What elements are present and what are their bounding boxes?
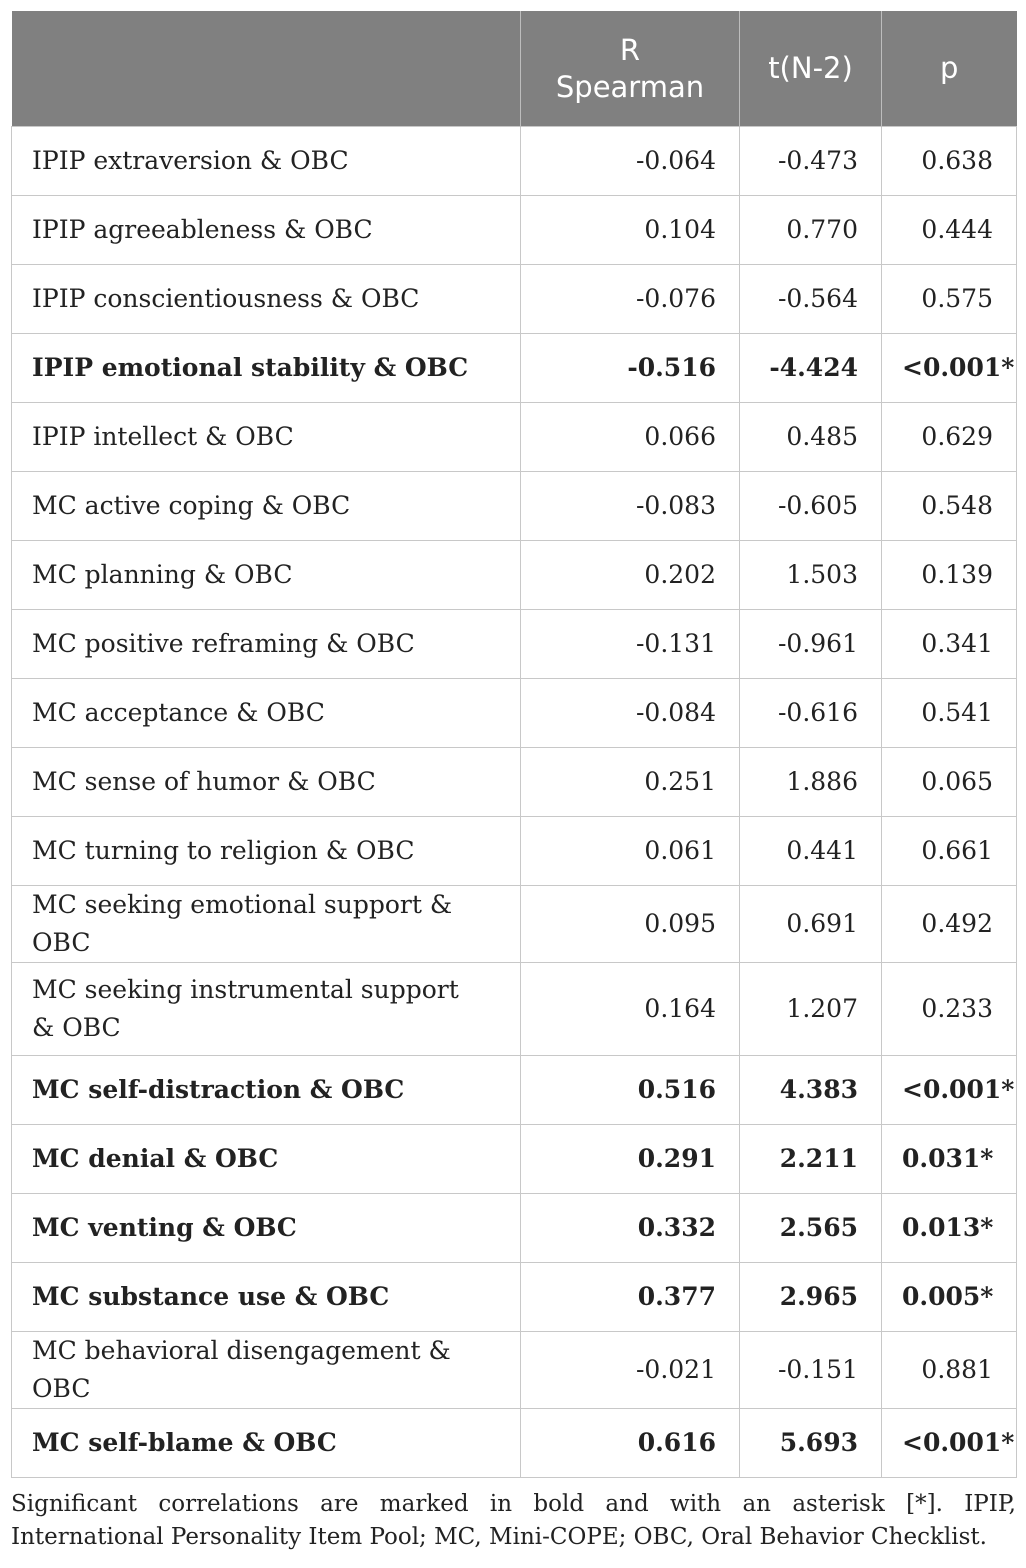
table-row <box>12 541 1017 610</box>
cell-p-value: 0.541 <box>882 679 1017 748</box>
cell-p-value: 0.444 <box>882 196 1017 265</box>
row-label: MC positive reframing & OBC <box>12 610 521 679</box>
table-row <box>12 817 1017 886</box>
cell-t-statistic: -0.961 <box>740 610 882 679</box>
table-row <box>12 963 1017 1056</box>
cell-r-spearman: 0.332 <box>521 1194 740 1263</box>
cell-t-statistic: 1.503 <box>740 541 882 610</box>
row-label: MC self-distraction & OBC <box>12 1056 521 1125</box>
table-row <box>12 1332 1017 1409</box>
cell-t-statistic: 0.485 <box>740 403 882 472</box>
cell-t-statistic: 1.886 <box>740 748 882 817</box>
cell-r-spearman: -0.064 <box>521 127 740 196</box>
table-row <box>12 403 1017 472</box>
cell-r-spearman: 0.616 <box>521 1409 740 1478</box>
table-row <box>12 472 1017 541</box>
table-row <box>12 127 1017 196</box>
row-label: MC acceptance & OBC <box>12 679 521 748</box>
table-row <box>12 1056 1017 1125</box>
cell-r-spearman: 0.251 <box>521 748 740 817</box>
row-label: IPIP agreeableness & OBC <box>12 196 521 265</box>
row-label: MC self-blame & OBC <box>12 1409 521 1478</box>
correlation-table-container <box>11 11 1016 1478</box>
table-row <box>12 1125 1017 1194</box>
table-footnote: Significant correlations are marked in bold and with an asterisk [*]. IPIP, International Personality Item Pool; MC, Mini-COPE; OBC, Oral Behavior Checklist. <box>11 1491 1016 1550</box>
row-label: IPIP conscientiousness & OBC <box>12 265 521 334</box>
table-row <box>12 886 1017 963</box>
table-row <box>12 265 1017 334</box>
cell-t-statistic: 4.383 <box>740 1056 882 1125</box>
cell-p-value: <0.001* <box>882 1056 1017 1125</box>
cell-p-value: 0.005* <box>882 1263 1017 1332</box>
cell-p-value: 0.031* <box>882 1125 1017 1194</box>
cell-r-spearman: 0.291 <box>521 1125 740 1194</box>
row-label: MC active coping & OBC <box>12 472 521 541</box>
row-label: IPIP emotional stability & OBC <box>12 334 521 403</box>
header-r-spearman <box>521 11 740 127</box>
cell-r-spearman: -0.084 <box>521 679 740 748</box>
cell-p-value: <0.001* <box>882 1409 1017 1478</box>
row-label: MC denial & OBC <box>12 1125 521 1194</box>
table-row <box>12 610 1017 679</box>
cell-t-statistic: -0.564 <box>740 265 882 334</box>
table-row <box>12 196 1017 265</box>
header-label-column <box>12 11 521 127</box>
table-row <box>12 1263 1017 1332</box>
table-row <box>12 1194 1017 1263</box>
row-label: MC seeking emotional support & OBC <box>12 886 521 963</box>
cell-t-statistic: -4.424 <box>740 334 882 403</box>
row-label: MC venting & OBC <box>12 1194 521 1263</box>
row-label: IPIP intellect & OBC <box>12 403 521 472</box>
row-label: IPIP extraversion & OBC <box>12 127 521 196</box>
cell-t-statistic: -0.616 <box>740 679 882 748</box>
cell-t-statistic: -0.473 <box>740 127 882 196</box>
header-t-statistic: t(N-2) <box>740 11 882 127</box>
cell-t-statistic: 0.770 <box>740 196 882 265</box>
cell-t-statistic: 5.693 <box>740 1409 882 1478</box>
table-row <box>12 748 1017 817</box>
cell-p-value: 0.492 <box>882 886 1017 963</box>
cell-p-value: 0.629 <box>882 403 1017 472</box>
row-label-line: & OBC <box>32 1013 121 1042</box>
cell-p-value: 0.575 <box>882 265 1017 334</box>
row-label <box>12 963 521 1056</box>
cell-p-value: <0.001* <box>882 334 1017 403</box>
cell-p-value: 0.341 <box>882 610 1017 679</box>
cell-r-spearman: 0.202 <box>521 541 740 610</box>
row-label: MC substance use & OBC <box>12 1263 521 1332</box>
cell-t-statistic: 0.441 <box>740 817 882 886</box>
correlation-table <box>11 11 1017 1478</box>
header-r-line1: R <box>619 32 641 67</box>
cell-p-value: 0.661 <box>882 817 1017 886</box>
cell-r-spearman: 0.516 <box>521 1056 740 1125</box>
row-label: MC turning to religion & OBC <box>12 817 521 886</box>
cell-r-spearman: 0.377 <box>521 1263 740 1332</box>
cell-t-statistic: 2.565 <box>740 1194 882 1263</box>
cell-r-spearman: 0.095 <box>521 886 740 963</box>
table-header-row <box>12 11 1017 127</box>
cell-t-statistic: -0.151 <box>740 1332 882 1409</box>
cell-p-value: 0.013* <box>882 1194 1017 1263</box>
cell-r-spearman: -0.083 <box>521 472 740 541</box>
cell-r-spearman: 0.066 <box>521 403 740 472</box>
cell-p-value: 0.233 <box>882 963 1017 1056</box>
header-r-line2: Spearman <box>555 69 705 104</box>
header-p-value: p <box>882 11 1017 127</box>
cell-p-value: 0.139 <box>882 541 1017 610</box>
cell-r-spearman: -0.076 <box>521 265 740 334</box>
cell-r-spearman: 0.104 <box>521 196 740 265</box>
row-label: MC behavioral disengagement & OBC <box>12 1332 521 1409</box>
cell-t-statistic: 1.207 <box>740 963 882 1056</box>
cell-t-statistic: 2.965 <box>740 1263 882 1332</box>
table-body <box>12 127 1017 1478</box>
table-row <box>12 334 1017 403</box>
row-label-line: MC seeking instrumental support <box>32 975 459 1004</box>
table-row <box>12 679 1017 748</box>
cell-r-spearman: 0.061 <box>521 817 740 886</box>
row-label: MC sense of humor & OBC <box>12 748 521 817</box>
cell-r-spearman: -0.516 <box>521 334 740 403</box>
cell-p-value: 0.065 <box>882 748 1017 817</box>
cell-t-statistic: 2.211 <box>740 1125 882 1194</box>
cell-r-spearman: -0.021 <box>521 1332 740 1409</box>
cell-p-value: 0.638 <box>882 127 1017 196</box>
table-row <box>12 1409 1017 1478</box>
cell-t-statistic: -0.605 <box>740 472 882 541</box>
cell-p-value: 0.548 <box>882 472 1017 541</box>
cell-r-spearman: 0.164 <box>521 963 740 1056</box>
row-label: MC planning & OBC <box>12 541 521 610</box>
cell-t-statistic: 0.691 <box>740 886 882 963</box>
cell-p-value: 0.881 <box>882 1332 1017 1409</box>
cell-r-spearman: -0.131 <box>521 610 740 679</box>
